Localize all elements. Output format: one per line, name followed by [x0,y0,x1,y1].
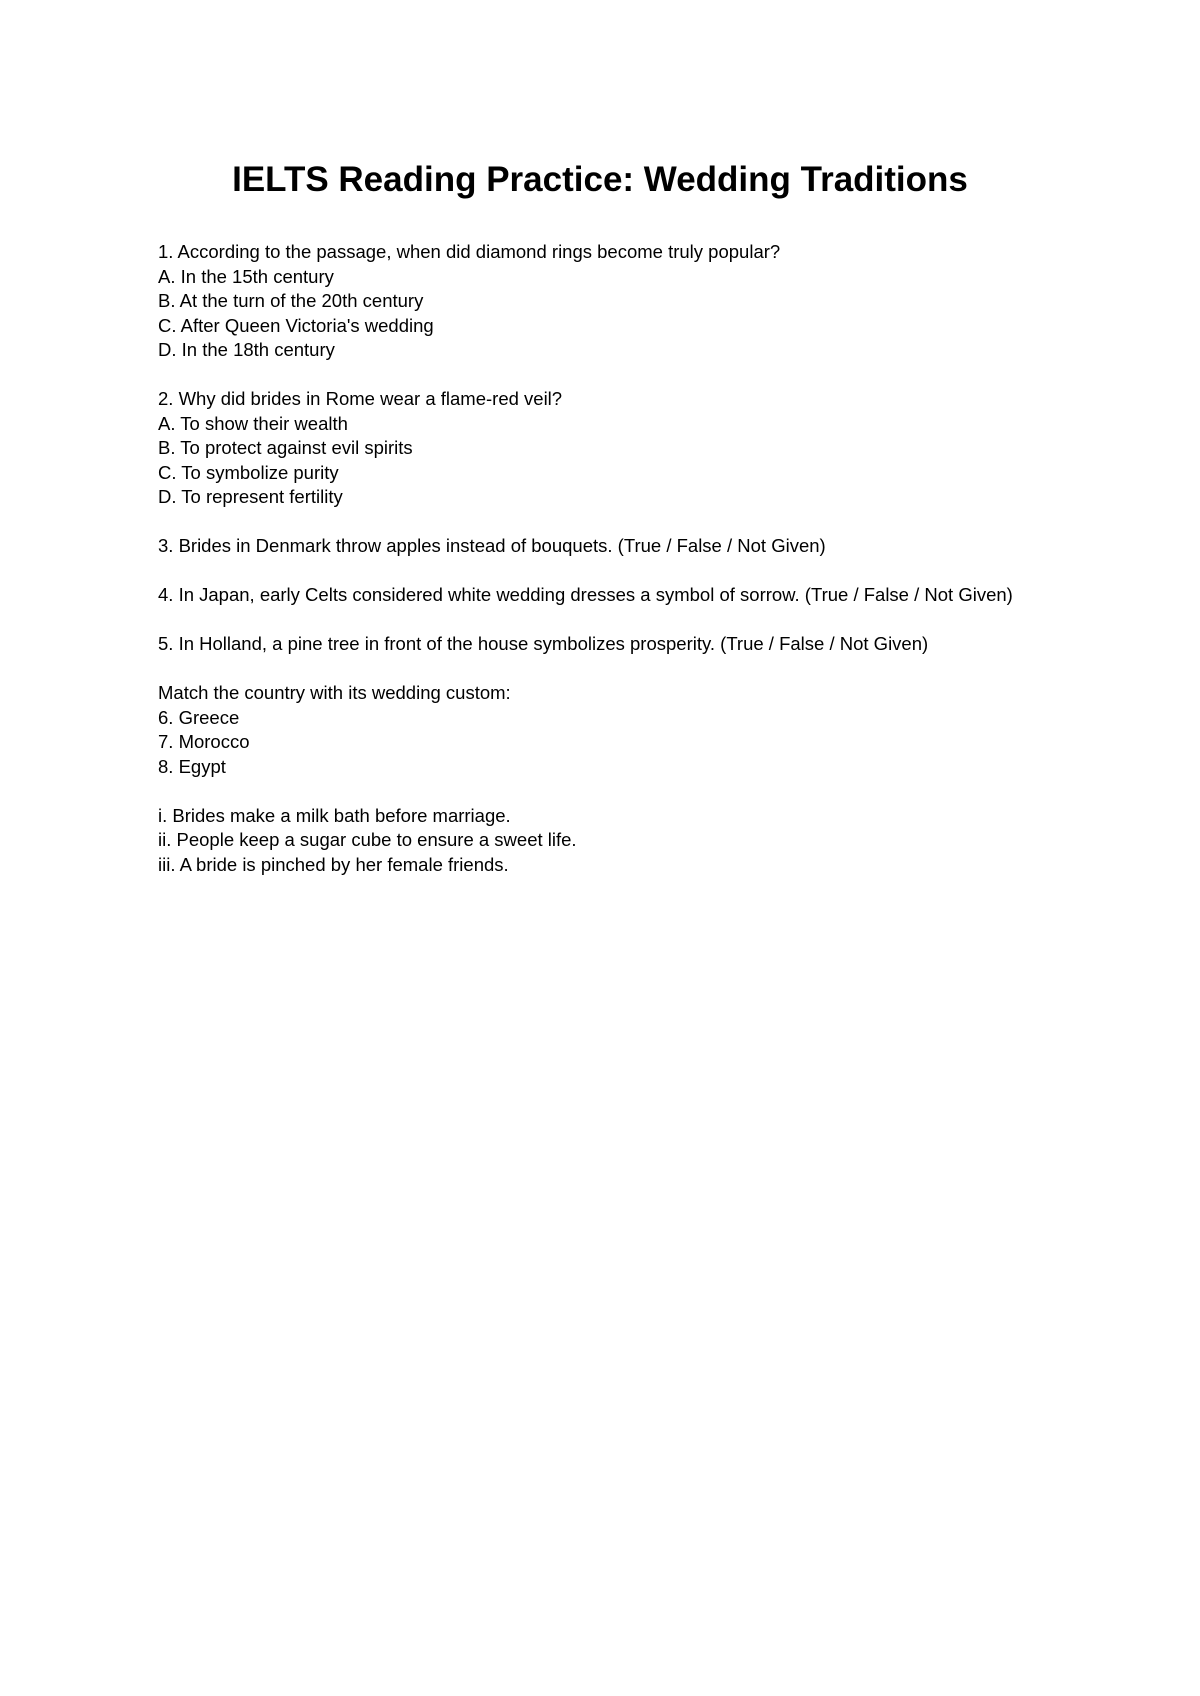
custom-ii: ii. People keep a sugar cube to ensure a sweet life. [158,829,577,850]
question-1-text: 1. According to the passage, when did diamond rings become truly popular? [158,241,781,262]
question-2-option-a: A. To show their wealth [158,412,348,434]
question-1-option-d: D. In the 18th century [158,339,335,360]
question-2-option-c: C. To symbolize purity [158,461,339,483]
matching-customs [158,804,1058,878]
question-2-option-d: D. To represent fertility [158,486,343,507]
question-1-option-c: C. After Queen Victoria's wedding [158,314,434,336]
matching-country-morocco: 7. Morocco [158,731,250,752]
matching-instruction: Match the country with its wedding custom: [158,682,511,703]
question-body [158,240,1058,902]
matching-country-egypt: 8. Egypt [158,755,226,777]
question-2-option-b: B. To protect against evil spirits [158,437,413,458]
question-1 [158,240,1058,363]
question-2-text: 2. Why did brides in Rome wear a flame-red veil? [158,388,563,409]
question-4 [158,583,1058,608]
custom-i: i. Brides make a milk bath before marriage. [158,804,511,826]
matching-country-greece: 6. Greece [158,706,240,728]
question-1-option-b: B. At the turn of the 20th century [158,290,424,311]
question-5-text: 5. In Holland, a pine tree in front of the house symbolizes prosperity. (True / False / Not Given) [158,633,929,654]
question-4-text: 4. In Japan, early Celts considered white wedding dresses a symbol of sorrow. (True / False / Not Given) [158,584,1013,605]
document-title: IELTS Reading Practice: Wedding Traditions [232,160,968,199]
matching-section [158,681,1058,779]
question-5 [158,632,1058,657]
question-3 [158,534,1058,559]
question-1-option-a: A. In the 15th century [158,265,334,287]
question-3-text: 3. Brides in Denmark throw apples instead of bouquets. (True / False / Not Given) [158,535,826,556]
question-2 [158,387,1058,510]
custom-iii: iii. A bride is pinched by her female friends. [158,853,509,875]
